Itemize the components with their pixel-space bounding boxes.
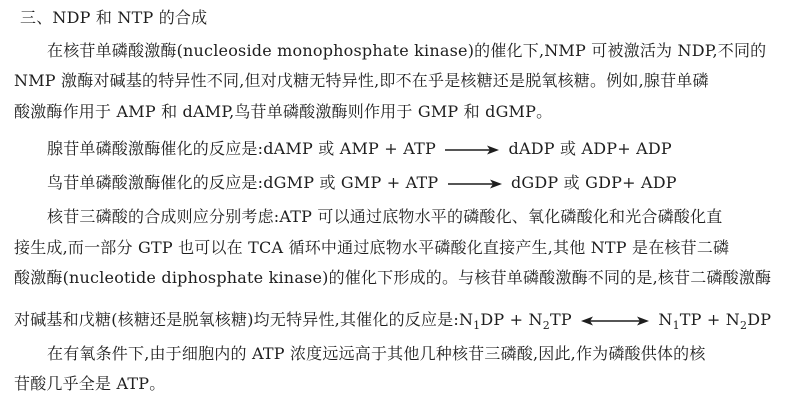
reaction-2: [47, 173, 800, 193]
paragraph-1-line-3: 酸激酶作用于 AMP 和 dAMP,鸟苷单磷酸激酶则作用于 GMP 和 dGMP。: [14, 102, 553, 121]
reaction-3-products: $N_1TP + N_2DP$: [658, 310, 772, 333]
double-arrow-icon: [579, 315, 651, 327]
paragraph-1-line-2: NMP 激酶对碱基的特异性不同,但对戊糖无特异性,即不在乎是核糖还是脱氧核糖。例如,腺苷单磷: [14, 71, 709, 90]
paragraph-2-line-4: [14, 310, 800, 336]
reaction-2-reactants: 鸟苷单磷酸激酶催化的反应是:dGMP 或 GMP + ATP: [47, 173, 439, 192]
paragraph-2-line-2: 接生成,而一部分 GTP 也可以在 TCA 循环中通过底物水平磷酸化直接产生,其他 NTP 是在核苷二磷: [14, 238, 730, 257]
reaction-1-reactants: 腺苷单磷酸激酶催化的反应是:dAMP 或 AMP + ATP: [47, 139, 436, 158]
section-heading: 三、NDP 和 NTP 的合成: [20, 8, 208, 27]
paragraph-3-line-2: 苷酸几乎全是 ATP。: [14, 374, 166, 393]
reaction-3-prefix: 对碱基和戊糖(核糖还是脱氧核糖)均无特异性,其催化的反应是:: [14, 310, 459, 329]
reaction-1-products: dADP 或 ADP+ ADP: [508, 139, 672, 158]
paragraph-2-line-3: 酸激酶(nucleotide diphosphate kinase)的催化下形成的。与核苷单磷酸激酶不同的是,核苷二磷酸激酶: [14, 268, 772, 287]
reaction-2-products: dGDP 或 GDP+ ADP: [510, 173, 677, 192]
right-arrow-icon: [446, 178, 504, 190]
right-arrow-icon: [443, 144, 501, 156]
reaction-3-reactants: $N_1DP + N_2TP$: [458, 310, 572, 333]
reaction-1: [47, 139, 800, 159]
paragraph-1-line-1: 在核苷单磷酸激酶(nucleoside monophosphate kinase)的催化下,NMP 可被激活为 NDP,不同的: [47, 41, 767, 60]
paragraph-3-line-1: 在有氧条件下,由于细胞内的 ATP 浓度远远高于其他几种核苷三磷酸,因此,作为磷酸供体的核: [47, 344, 706, 363]
paragraph-2-line-1: 核苷三磷酸的合成则应分别考虑:ATP 可以通过底物水平的磷酸化、氧化磷酸化和光合磷酸化直: [47, 207, 723, 226]
